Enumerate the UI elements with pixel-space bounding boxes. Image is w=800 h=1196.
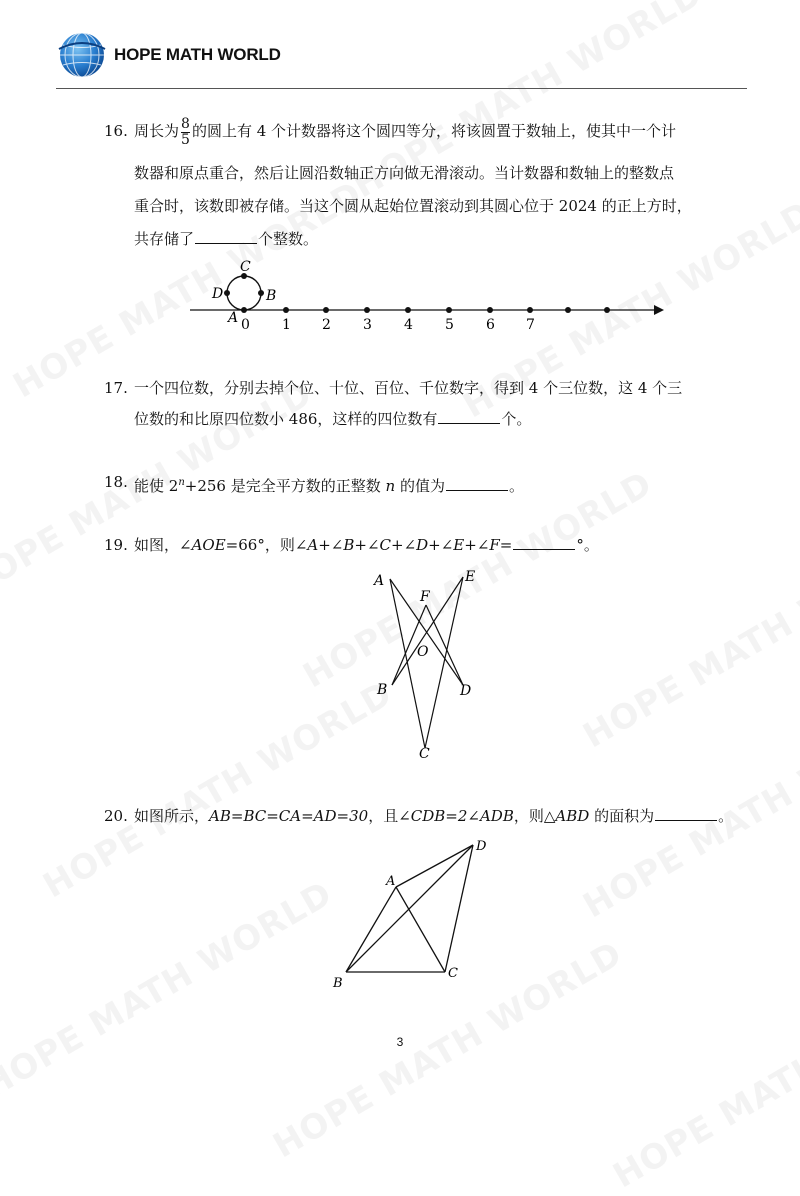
answer-blank bbox=[655, 803, 717, 821]
tick-dot bbox=[604, 307, 610, 313]
point-label: A bbox=[228, 310, 239, 326]
tick-dot bbox=[527, 307, 533, 313]
segment-ca bbox=[396, 887, 445, 972]
tick-dot bbox=[364, 307, 370, 313]
triangle-figure bbox=[325, 835, 500, 995]
tick-dot bbox=[446, 307, 452, 313]
question-line: 能使 $2^n+256$ 是完全平方数的正整数 n 的值为 。 bbox=[134, 467, 744, 502]
arrow-icon bbox=[654, 305, 664, 315]
vertex-label: B bbox=[333, 976, 343, 991]
question-number: 16. bbox=[104, 122, 128, 140]
tick-label: 6 bbox=[486, 317, 495, 333]
segment-cd bbox=[445, 845, 473, 972]
question-line: 如图，∠AOE=66°，则∠A+∠B+∠C+∠D+∠E+∠F= °。 bbox=[134, 530, 744, 561]
segment-bd bbox=[346, 845, 473, 972]
counter-point bbox=[258, 290, 264, 296]
tick-label: 4 bbox=[404, 317, 413, 333]
point-label: C bbox=[240, 259, 251, 275]
tick-label: 5 bbox=[445, 317, 454, 333]
question-line: 周长为 $\frac{8}{5}$ 的圆上有 4 个计数器将这个圆四等分，将该圆置于数轴上，使其中一个计 bbox=[134, 115, 677, 148]
vertex-label: A bbox=[374, 573, 385, 589]
page-header bbox=[56, 30, 281, 80]
question-20 bbox=[104, 801, 764, 832]
page-number: 3 bbox=[396, 1035, 404, 1049]
counter-point bbox=[241, 307, 247, 313]
vertex-label: D bbox=[460, 683, 472, 699]
vertex-label: C bbox=[448, 966, 458, 981]
globe-logo-icon bbox=[56, 29, 108, 81]
tick-label: 3 bbox=[363, 317, 372, 333]
question-number: 19. bbox=[104, 536, 128, 554]
tick-label: 1 bbox=[282, 317, 291, 333]
point-label: B bbox=[266, 288, 277, 304]
vertex-label: O bbox=[417, 644, 429, 660]
vertex-label: F bbox=[420, 589, 430, 605]
answer-blank bbox=[195, 226, 257, 244]
answer-blank bbox=[446, 473, 508, 491]
question-line: 位数的和比原四位数小 486，这样的四位数有 个。 bbox=[134, 404, 744, 435]
question-number: 17. bbox=[104, 379, 128, 397]
point-label: D bbox=[212, 286, 224, 302]
header-rule bbox=[56, 88, 747, 89]
tick-dot bbox=[565, 307, 571, 313]
question-line: 共存储了 个整数。 bbox=[134, 224, 744, 255]
vertex-label: E bbox=[465, 569, 476, 585]
vertex-label: A bbox=[386, 874, 396, 889]
question-line: 如图所示，AB=BC=CA=AD=30，且∠CDB=2∠ADB，则△ABD 的面积为 。 bbox=[134, 801, 764, 832]
number-line-figure bbox=[180, 255, 680, 335]
question-16 bbox=[104, 116, 744, 255]
tick-dot bbox=[405, 307, 411, 313]
answer-blank bbox=[438, 406, 500, 424]
segment bbox=[426, 605, 463, 685]
question-line: 重合时，该数即被存储。当这个圆从起始位置滚动到其圆心位于 2024 的正上方时， bbox=[134, 196, 692, 215]
angle-figure bbox=[360, 565, 490, 765]
tick-dot bbox=[323, 307, 329, 313]
segment bbox=[425, 577, 463, 748]
tick-label: 7 bbox=[526, 317, 535, 333]
question-line: 数器和原点重合，然后让圆沿数轴正方向做无滑滚动。当计数器和数轴上的整数点 bbox=[134, 163, 675, 182]
answer-blank bbox=[513, 532, 575, 550]
vertex-label: B bbox=[377, 682, 388, 698]
tick-dot bbox=[487, 307, 493, 313]
fraction: $\frac{8}{5}$ bbox=[181, 115, 190, 148]
question-19 bbox=[104, 530, 744, 561]
question-line: 一个四位数，分别去掉个位、十位、百位、千位数字，得到 4 个三位数，这 4 个三 bbox=[134, 379, 683, 397]
rolling-circle bbox=[227, 276, 261, 310]
tick-dot bbox=[283, 307, 289, 313]
logo-text: HOPE MATH WORLD bbox=[114, 45, 281, 64]
tick-label: 2 bbox=[322, 317, 331, 333]
segment-ad bbox=[396, 845, 473, 887]
question-17 bbox=[104, 373, 744, 435]
question-number: 18. bbox=[104, 473, 128, 491]
counter-point bbox=[224, 290, 230, 296]
vertex-label: C bbox=[419, 746, 430, 762]
vertex-label: D bbox=[476, 839, 487, 854]
question-18 bbox=[104, 467, 744, 502]
tick-label: 0 bbox=[241, 317, 250, 333]
question-number: 20. bbox=[104, 807, 128, 825]
